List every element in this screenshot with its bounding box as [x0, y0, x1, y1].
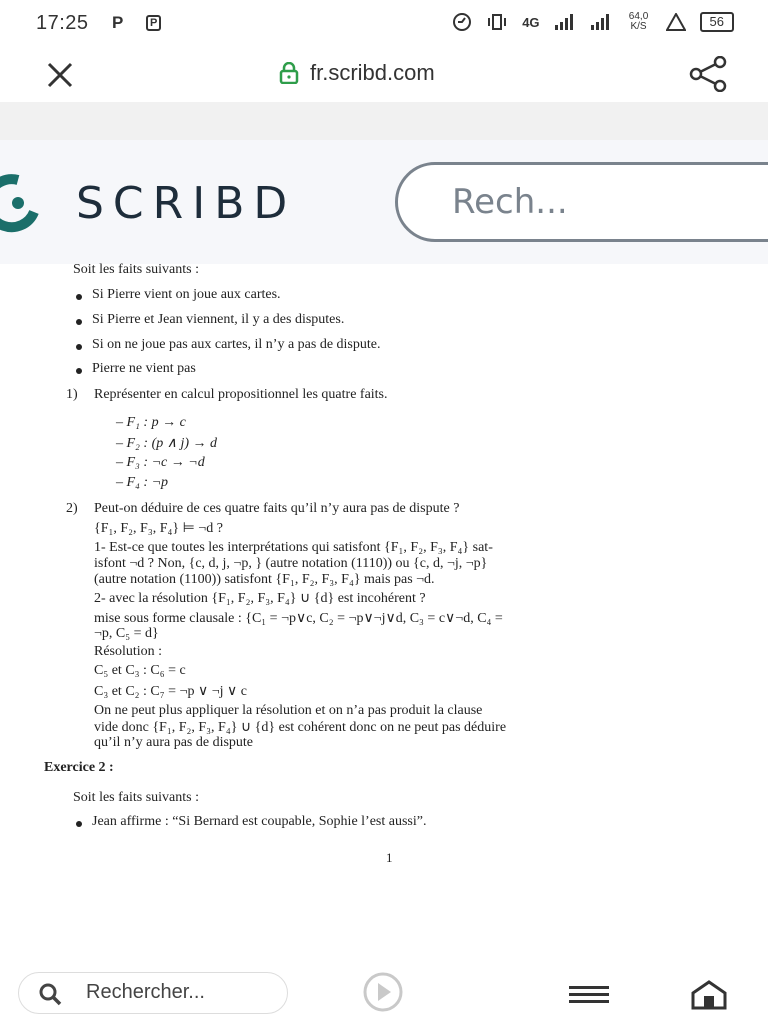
notification-app-icon: P	[146, 15, 161, 31]
play-button[interactable]	[352, 970, 414, 1014]
exercise-2-intro: Soit les faits suivants :	[73, 790, 199, 805]
question-2-text: Peut-on déduire de ces quatre faits qu’il n’y aura pas de dispute ?	[94, 501, 460, 516]
warning-icon	[666, 13, 686, 31]
fact-2: Si Pierre et Jean viennent, il y a des disputes.	[92, 312, 345, 327]
exercise-2-fact-1: Jean affirme : “Si Bernard est coupable, Sophie l’est aussi”.	[92, 814, 427, 829]
list-menu-button[interactable]	[569, 986, 609, 1004]
site-search-placeholder: Rech...	[452, 182, 568, 222]
formula-f1: – F₁ : p → c	[116, 415, 186, 430]
url-text: fr.scribd.com	[310, 60, 435, 85]
question-1-number: 1)	[66, 387, 78, 402]
answer-line: 1- Est-ce que toutes les interprétations qui satisfont {F₁, F₂, F₃, F₄} sat-	[94, 540, 493, 555]
lock-icon	[278, 62, 300, 84]
bullet	[76, 368, 82, 374]
bullet	[76, 319, 82, 325]
answer-line: On ne peut plus appliquer la résolution et on n’a pas produit la clause	[94, 703, 483, 718]
formula-f4: – F₄ : ¬p	[116, 475, 169, 490]
close-icon	[45, 60, 75, 90]
fact-4: Pierre ne vient pas	[92, 361, 196, 376]
bottom-search-label: Rechercher...	[86, 981, 205, 1003]
formula-f2: – F₂ : (p ∧ j) → d	[116, 436, 218, 451]
answer-line: isfont ¬d ? Non, {c, d, j, ¬p, } (autre notation (1110)) ou {c, d, ¬j, ¬p}	[94, 556, 488, 571]
question-2-number: 2)	[66, 501, 78, 516]
network-speed: 64,0 K/S	[628, 11, 649, 32]
home-button[interactable]	[690, 980, 728, 1010]
question-1-text: Représenter en calcul propositionnel les quatre faits.	[94, 387, 388, 402]
exercise-2-title: Exercice 2 :	[44, 760, 114, 775]
bullet	[76, 344, 82, 350]
page-top-band	[0, 102, 768, 140]
vibrate-icon	[486, 13, 508, 31]
formula-f3: – F₃ : ¬c → ¬d	[116, 455, 205, 470]
share-icon	[686, 56, 730, 92]
answer-line: qu’il n’y aura pas de dispute	[94, 735, 254, 750]
answer-line: Résolution :	[94, 644, 163, 659]
address-bar[interactable]	[278, 60, 435, 86]
alarm-icon	[452, 12, 472, 32]
bullet	[76, 821, 82, 827]
site-search-input[interactable]	[395, 162, 768, 242]
page-number: 1	[386, 850, 393, 865]
fact-1: Si Pierre vient on joue aux cartes.	[92, 287, 281, 302]
signal-icon	[554, 13, 576, 31]
answer-line: C₅ et C₃ : C₆ = c	[94, 663, 186, 678]
answer-line: ¬p, C₅ = d}	[94, 626, 159, 641]
answer-line: 2- avec la résolution {F₁, F₂, F₃, F₄} ∪ {d} est incohérent ?	[94, 591, 426, 606]
share-button[interactable]	[686, 56, 730, 92]
intro-text: Soit les faits suivants :	[73, 262, 199, 277]
scribd-logo-text[interactable]: SCRIBD	[76, 178, 297, 229]
close-button[interactable]	[40, 60, 80, 90]
notification-p-icon: P	[112, 13, 124, 32]
fact-3: Si on ne joue pas aux cartes, il n’y a pas de dispute.	[92, 337, 381, 352]
answer-line: mise sous forme clausale : {C₁ = ¬p∨c, C₂ = ¬p∨¬j∨d, C₃ = c∨¬d, C₄ =	[94, 611, 503, 626]
scribd-logo-icon[interactable]	[0, 170, 44, 236]
signal-2-icon	[590, 13, 612, 31]
answer-line: C₃ et C₂ : C₇ = ¬p ∨ ¬j ∨ c	[94, 684, 247, 699]
answer-line: (autre notation (1100)) satisfont {F₁, F₂, F₃, F₄} mais pas ¬d.	[94, 572, 435, 587]
answer-line: vide donc {F₁, F₂, F₃, F₄} ∪ {d} est cohérent donc on ne peut pas déduire	[94, 720, 507, 735]
answer-line: {F₁, F₂, F₃, F₄} ⊨ ¬d ?	[94, 521, 223, 536]
status-bar	[0, 0, 768, 48]
list-icon	[569, 986, 609, 1004]
play-icon	[352, 970, 414, 1014]
battery-indicator: 56	[700, 12, 734, 32]
search-icon	[37, 981, 63, 1007]
status-icons	[452, 12, 734, 32]
status-time: 17:25	[36, 12, 89, 34]
bullet	[76, 294, 82, 300]
network-type: 4G	[522, 14, 540, 30]
document-page	[0, 264, 768, 964]
home-icon	[690, 980, 728, 1010]
